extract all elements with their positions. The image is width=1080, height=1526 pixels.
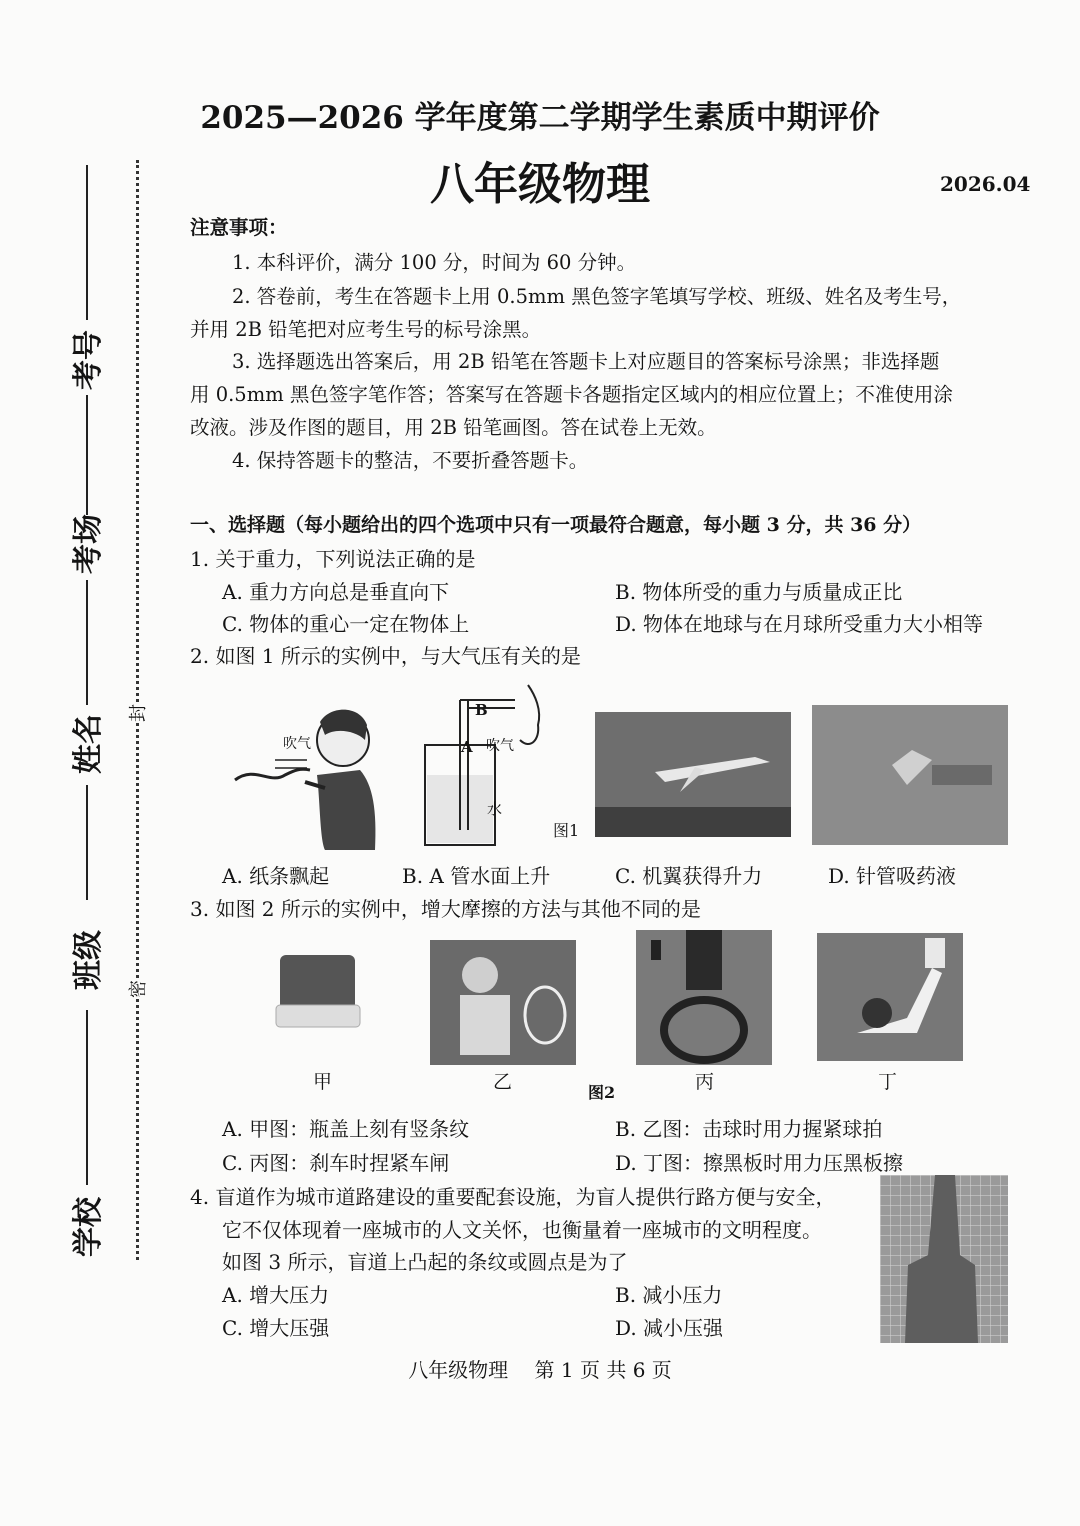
school-label: 学校	[71, 1197, 106, 1257]
q1-option-d: D. 物体在地球与在月球所受重力大小相等	[615, 612, 984, 636]
notice-item-3-cont2: 改液。涉及作图的题目，用 2B 铅笔画图。答在试卷上无效。	[190, 416, 717, 439]
fig1-beaker-tubes	[410, 680, 570, 850]
name-label: 姓名	[71, 714, 106, 774]
fig2-bicycle-photo	[636, 930, 772, 1065]
fig1-water-label: 水	[487, 800, 503, 818]
footer-page: 第 1 页 共 6 页	[534, 1358, 672, 1382]
q1-option-b: B. 物体所受的重力与质量成正比	[615, 580, 903, 604]
q2-option-d: D. 针管吸药液	[828, 864, 957, 888]
notice-item-3: 3. 选择题选出答案后，用 2B 铅笔在答题卡上对应题目的答案标号涂黑；非选择题	[232, 350, 940, 373]
notice-heading: 注意事项：	[190, 216, 288, 239]
fig1-label: 图1	[553, 821, 580, 840]
fig2-eraser-photo	[817, 933, 963, 1061]
exam-no-label: 考号	[71, 330, 106, 390]
exam-subject: 八年级物理	[430, 159, 650, 210]
notice-item-2-cont: 并用 2B 铅笔把对应考生号的标号涂黑。	[190, 318, 542, 341]
fig1-tube-a-label: A	[461, 738, 473, 756]
fig1-tube-b-label: B	[475, 701, 488, 719]
q4-option-b: B. 减小压力	[615, 1283, 723, 1307]
fig1-blow-label-a: 吹气	[283, 736, 311, 752]
fig1-syringe-photo	[812, 705, 1008, 845]
q4-stem-line1: 4. 盲道作为城市道路建设的重要配套设施，为盲人提供行路方便与安全，	[190, 1185, 836, 1209]
school-line	[86, 1010, 88, 1185]
q2-option-b: B. A 管水面上升	[402, 864, 551, 888]
exam-date: 2026.04	[940, 172, 1031, 196]
q2-option-c: C. 机翼获得升力	[615, 864, 763, 888]
q4-stem-line3: 如图 3 所示，盲道上凸起的条纹或圆点是为了	[222, 1250, 628, 1274]
q1-option-c: C. 物体的重心一定在物体上	[222, 612, 470, 636]
q1-option-a: A. 重力方向总是垂直向下	[222, 580, 450, 604]
seal-char-mi: 密	[124, 980, 150, 998]
notice-item-3-cont: 用 0.5mm 黑色签字笔作答；答案写在答题卡各题指定区域内的相应位置上；不准使用涂	[190, 383, 953, 406]
exam-room-line	[86, 395, 88, 515]
q3-option-b: B. 乙图：击球时用力握紧球拍	[615, 1117, 883, 1141]
class-line	[86, 785, 88, 900]
fig2-tennis-photo	[430, 940, 576, 1065]
q3-option-c: C. 丙图：刹车时捏紧车闸	[222, 1151, 450, 1175]
notice-item-2: 2. 答卷前，考生在答题卡上用 0.5mm 黑色签字笔填写学校、班级、姓名及考生号，	[232, 285, 962, 308]
q2-option-a: A. 纸条飘起	[222, 864, 330, 888]
q3-stem: 3. 如图 2 所示的实例中，增大摩擦的方法与其他不同的是	[190, 897, 701, 921]
q4-stem-line2: 它不仅体现着一座城市的人文关怀，也衡量着一座城市的文明程度。	[222, 1218, 822, 1242]
fig2-caption-bing: 丙	[695, 1071, 715, 1093]
notice-item-1: 1. 本科评价，满分 100 分，时间为 60 分钟。	[232, 251, 637, 274]
fig2-caption-ding: 丁	[878, 1071, 898, 1093]
footer-subject: 八年级物理	[408, 1358, 509, 1382]
exam-room-label: 考场	[71, 514, 106, 574]
fig1-airplane-photo	[595, 712, 791, 837]
name-line	[86, 580, 88, 705]
fig2-caption-jia: 甲	[313, 1071, 333, 1093]
q1-stem: 1. 关于重力，下列说法正确的是	[190, 547, 476, 571]
q4-option-c: C. 增大压强	[222, 1316, 330, 1340]
q4-option-a: A. 增大压力	[222, 1283, 330, 1307]
seal-char-feng: 封	[124, 704, 150, 722]
class-label: 班级	[71, 930, 106, 990]
q4-option-d: D. 减小压强	[615, 1316, 724, 1340]
fig1-boy-blowing-paper	[225, 700, 385, 850]
q3-option-a: A. 甲图：瓶盖上刻有竖条纹	[222, 1117, 470, 1141]
fig2-label: 图2	[588, 1083, 616, 1102]
fig1-blow-label-b: 吹气	[486, 738, 514, 754]
q3-option-d: D. 丁图：擦黑板时用力压黑板擦	[615, 1151, 904, 1175]
section-1-heading: 一、选择题（每小题给出的四个选项中只有一项最符合题意，每小题 3 分，共 36 分）	[190, 514, 922, 536]
fig2-bottle-cap	[268, 950, 368, 1035]
page-footer	[0, 1354, 1080, 1383]
fig3-tactile-paving-photo	[880, 1175, 1008, 1343]
q2-stem: 2. 如图 1 所示的实例中，与大气压有关的是	[190, 644, 581, 668]
fig2-caption-yi: 乙	[493, 1071, 513, 1093]
notice-item-4: 4. 保持答题卡的整洁，不要折叠答题卡。	[232, 449, 589, 472]
exam-title: 2025—2026 学年度第二学期学生素质中期评价	[200, 100, 880, 136]
